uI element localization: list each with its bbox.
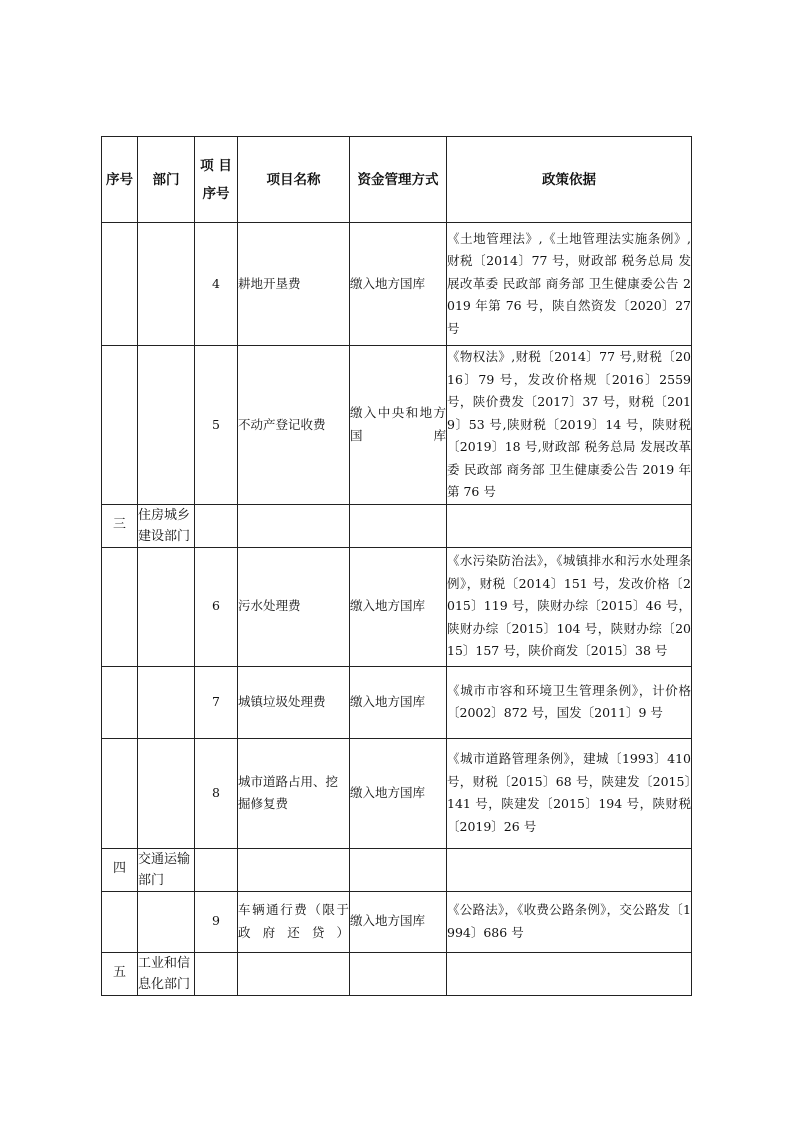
cell-seq — [102, 738, 138, 848]
cell-item-name: 车辆通行费（限于政府还贷） — [238, 891, 350, 952]
cell-dept — [138, 346, 195, 505]
cell-seq: 三 — [102, 504, 138, 547]
cell-seq — [102, 223, 138, 346]
header-basis: 政策依据 — [447, 137, 692, 223]
cell-fund-method — [350, 848, 447, 891]
cell-fund-method: 缴入地方国库 — [350, 738, 447, 848]
cell-item-name — [238, 848, 350, 891]
cell-policy-basis: 《城市市容和环境卫生管理条例》，计价格〔2002〕872 号，国发〔2011〕9 号 — [447, 666, 692, 738]
cell-item-no: 6 — [195, 547, 238, 666]
cell-dept: 工业和信息化部门 — [138, 952, 195, 995]
table-row — [102, 738, 692, 848]
cell-item-no: 7 — [195, 666, 238, 738]
cell-policy-basis: 《城市道路管理条例》，建城〔1993〕410 号，财税〔2015〕68 号，陕建发〔2015〕141 号，陕建发〔2015〕194 号，陕财税〔2019〕26 号 — [447, 738, 692, 848]
cell-policy-basis — [447, 952, 692, 995]
cell-item-no — [195, 848, 238, 891]
header-dept: 部门 — [138, 137, 195, 223]
cell-fund-method: 缴入中央和地方国库 — [350, 346, 447, 505]
table-row — [102, 547, 692, 666]
fee-table — [101, 136, 692, 996]
cell-dept: 交通运输部门 — [138, 848, 195, 891]
cell-dept: 住房城乡建设部门 — [138, 504, 195, 547]
cell-policy-basis: 《公路法》，《收费公路条例》，交公路发〔1994〕686 号 — [447, 891, 692, 952]
cell-fund-method: 缴入地方国库 — [350, 891, 447, 952]
table-row — [102, 891, 692, 952]
cell-policy-basis: 《水污染防治法》，《城镇排水和污水处理条例》，财税〔2014〕151 号，发改价格〔2015〕119 号，陕财办综〔2015〕46 号，陕财办综〔2015〕104 号，陕财办综〔2015〕157 号，陕价商发〔2015〕38 号 — [447, 547, 692, 666]
cell-item-name: 城镇垃圾处理费 — [238, 666, 350, 738]
cell-seq: 五 — [102, 952, 138, 995]
header-fund: 资金管理方式 — [350, 137, 447, 223]
cell-seq — [102, 547, 138, 666]
cell-dept — [138, 547, 195, 666]
cell-item-no: 9 — [195, 891, 238, 952]
header-item-no: 项 目 序号 — [195, 137, 238, 223]
table-row — [102, 223, 692, 346]
cell-fund-method: 缴入地方国库 — [350, 547, 447, 666]
cell-fund-method: 缴入地方国库 — [350, 223, 447, 346]
cell-item-name: 污水处理费 — [238, 547, 350, 666]
section-row — [102, 504, 692, 547]
cell-dept — [138, 666, 195, 738]
section-row — [102, 848, 692, 891]
cell-fund-method — [350, 504, 447, 547]
cell-item-no — [195, 504, 238, 547]
cell-policy-basis: 《土地管理法》,《土地管理法实施条例》,财税〔2014〕77 号，财政部 税务总局 发展改革委 民政部 商务部 卫生健康委公告 2019 年第 76 号，陕自然资发〔2020〕27 号 — [447, 223, 692, 346]
cell-dept — [138, 891, 195, 952]
cell-item-name: 耕地开垦费 — [238, 223, 350, 346]
cell-policy-basis — [447, 504, 692, 547]
cell-dept — [138, 223, 195, 346]
cell-item-no — [195, 952, 238, 995]
cell-seq — [102, 346, 138, 505]
cell-item-name: 城市道路占用、挖掘修复费 — [238, 738, 350, 848]
cell-seq — [102, 666, 138, 738]
cell-item-name: 不动产登记收费 — [238, 346, 350, 505]
cell-item-name — [238, 504, 350, 547]
cell-policy-basis: 《物权法》,财税〔2014〕77 号,财税〔2016〕79 号，发改价格规〔2016〕2559 号，陕价费发〔2017〕37 号，财税〔2019〕53 号,陕财税〔2019〕14 号，陕财税〔2019〕18 号,财政部 税务总局 发展改革委 民政部 商务部 卫生健康委公告 2019 年第 76 号 — [447, 346, 692, 505]
header-seq: 序号 — [102, 137, 138, 223]
table-row — [102, 346, 692, 505]
cell-dept — [138, 738, 195, 848]
cell-item-no: 5 — [195, 346, 238, 505]
cell-item-no: 4 — [195, 223, 238, 346]
cell-seq — [102, 891, 138, 952]
section-row — [102, 952, 692, 995]
cell-seq: 四 — [102, 848, 138, 891]
header-row — [102, 137, 692, 223]
table-row — [102, 666, 692, 738]
cell-fund-method: 缴入地方国库 — [350, 666, 447, 738]
cell-policy-basis — [447, 848, 692, 891]
header-name: 项目名称 — [238, 137, 350, 223]
cell-item-name — [238, 952, 350, 995]
cell-item-no: 8 — [195, 738, 238, 848]
cell-fund-method — [350, 952, 447, 995]
